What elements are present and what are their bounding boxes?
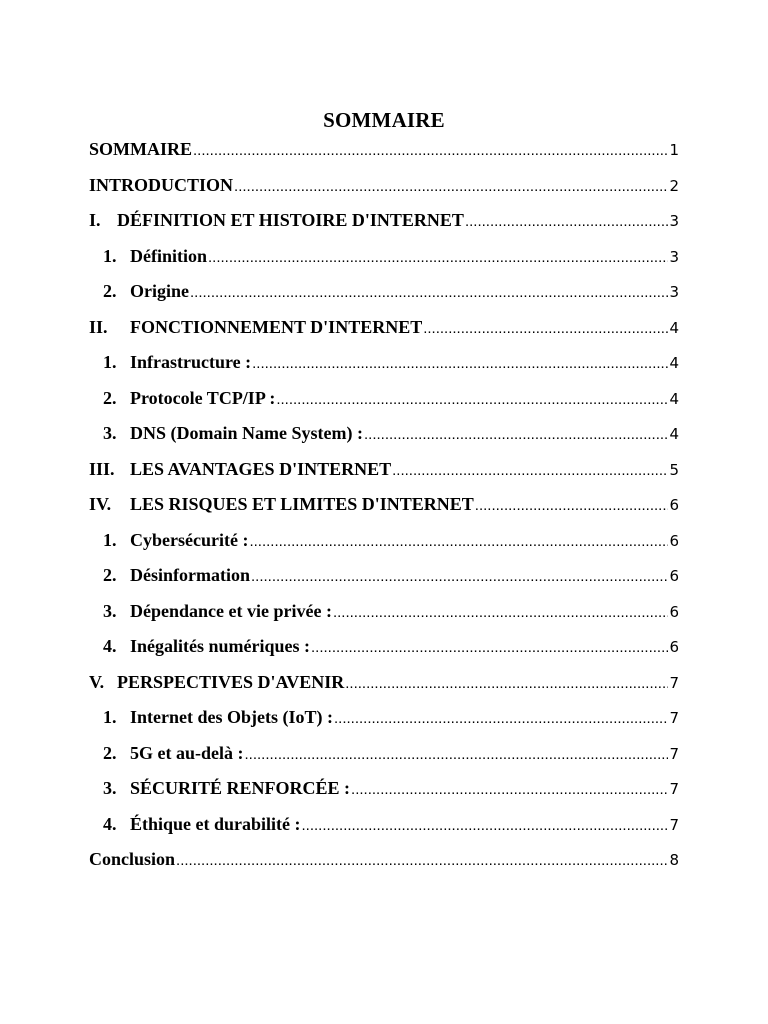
toc-page-number: 6 [669,496,679,514]
toc-entry-subsection[interactable] [89,277,679,313]
toc-entry-number: 2. [103,281,117,301]
toc-entry-number: III. [89,458,115,479]
toc-page-number: 4 [669,318,679,337]
toc-entry-label: SÉCURITÉ RENFORCÉE : [130,778,351,798]
toc-entry-number: IV. [89,494,112,514]
toc-entry-label: SOMMAIRE [89,139,192,159]
toc-page-number: 7 [669,780,679,798]
toc-dot-leader [276,386,668,414]
toc-entry-introduction[interactable] [89,171,679,207]
toc-dot-leader [176,847,668,875]
toc-page-number: 7 [669,815,679,834]
toc-entry-subsection[interactable] [89,774,679,810]
toc-dot-leader [302,812,669,840]
toc-page-number: 8 [669,851,679,869]
toc-dot-leader [364,421,668,449]
toc-entry-number: 3. [103,423,117,443]
toc-page-number: 6 [669,638,679,656]
toc-dot-leader [251,563,668,591]
toc-page-number: 7 [669,673,679,692]
toc-page-number: 2 [669,176,679,195]
toc-entry-subsection[interactable] [89,348,679,384]
toc-entry-number: 2. [103,565,117,585]
toc-entry-subsection[interactable] [89,526,679,562]
toc-entry-section-4[interactable] [89,490,679,526]
toc-entry-number: 3. [103,778,117,798]
toc-entry-label: DNS (Domain Name System) : [130,423,363,443]
toc-entry-number: V. [89,671,105,692]
toc-dot-leader [333,599,669,627]
toc-dot-leader [193,137,668,165]
toc-dot-leader [244,741,668,769]
toc-entry-number: 1. [103,352,117,372]
toc-entry-sommaire[interactable] [89,135,679,171]
toc-dot-leader [345,670,668,698]
toc-entry-number: 1. [103,529,117,550]
toc-dot-leader [475,492,669,520]
table-of-contents [89,135,679,881]
toc-page-number: 4 [669,389,679,408]
toc-entry-label: Inégalités numériques : [130,636,310,656]
toc-page-number: 7 [669,709,679,727]
toc-entry-number: 2. [103,387,117,408]
toc-entry-label: LES AVANTAGES D'INTERNET [130,458,392,479]
toc-entry-conclusion[interactable] [89,845,679,881]
toc-entry-label: FONCTIONNEMENT D'INTERNET [130,316,423,337]
toc-entry-number: 3. [103,600,117,621]
toc-entry-number: 4. [103,813,117,834]
toc-dot-leader [249,528,668,556]
toc-entry-label: Origine [130,281,189,301]
toc-dot-leader [190,279,668,307]
toc-entry-subsection[interactable] [89,242,679,278]
toc-page-number: 3 [669,212,679,230]
toc-dot-leader [252,350,668,378]
toc-dot-leader [465,208,669,236]
toc-dot-leader [423,315,668,343]
toc-entry-number: I. [89,210,101,230]
toc-dot-leader [351,776,668,804]
toc-entry-subsection[interactable] [89,384,679,420]
toc-title: SOMMAIRE [323,108,445,132]
toc-page-number: 6 [669,602,679,621]
toc-dot-leader [208,244,668,272]
toc-entry-subsection[interactable] [89,597,679,633]
toc-entry-label: Dépendance et vie privée : [130,600,332,621]
toc-entry-label: Désinformation [130,565,250,585]
toc-entry-number: II. [89,316,108,337]
toc-entry-section-1[interactable] [89,206,679,242]
toc-page-number: 6 [669,567,679,585]
toc-page-number: 4 [669,425,679,443]
toc-entry-label: Internet des Objets (IoT) : [130,707,333,727]
toc-page-number: 1 [669,141,679,159]
toc-page-number: 3 [669,283,679,301]
toc-entry-subsection[interactable] [89,810,679,846]
toc-page-number: 3 [669,247,679,266]
toc-entry-label: Éthique et durabilité : [130,813,301,834]
toc-entry-number: 1. [103,245,117,266]
toc-entry-subsection[interactable] [89,739,679,775]
toc-page-number: 6 [669,531,679,550]
toc-page-number: 7 [669,744,679,763]
toc-entry-label: Protocole TCP/IP : [130,387,276,408]
toc-entry-subsection[interactable] [89,561,679,597]
toc-dot-leader [334,705,668,733]
toc-entry-label: INTRODUCTION [89,174,234,195]
toc-entry-label: 5G et au-delà : [130,742,244,763]
toc-page-number: 4 [669,354,679,372]
toc-dot-leader [311,634,668,662]
toc-entry-section-2[interactable] [89,313,679,349]
toc-entry-label: Définition [130,245,208,266]
toc-dot-leader [234,173,668,201]
toc-dot-leader [392,457,668,485]
toc-entry-number: 1. [103,707,117,727]
toc-entry-section-3[interactable] [89,455,679,491]
toc-entry-subsection[interactable] [89,419,679,455]
toc-entry-number: 2. [103,742,117,763]
toc-entry-label: PERSPECTIVES D'AVENIR [117,671,345,692]
toc-entry-label: Infrastructure : [130,352,252,372]
toc-entry-label: LES RISQUES ET LIMITES D'INTERNET [130,494,474,514]
toc-page-number: 5 [669,460,679,479]
toc-entry-label: Conclusion [89,849,176,869]
toc-entry-label: Cybersécurité : [130,529,249,550]
toc-entry-label: DÉFINITION ET HISTOIRE D'INTERNET [117,210,464,230]
toc-entry-subsection[interactable] [89,632,679,668]
toc-entry-section-5[interactable] [89,668,679,704]
toc-entry-subsection[interactable] [89,703,679,739]
toc-entry-number: 4. [103,636,117,656]
